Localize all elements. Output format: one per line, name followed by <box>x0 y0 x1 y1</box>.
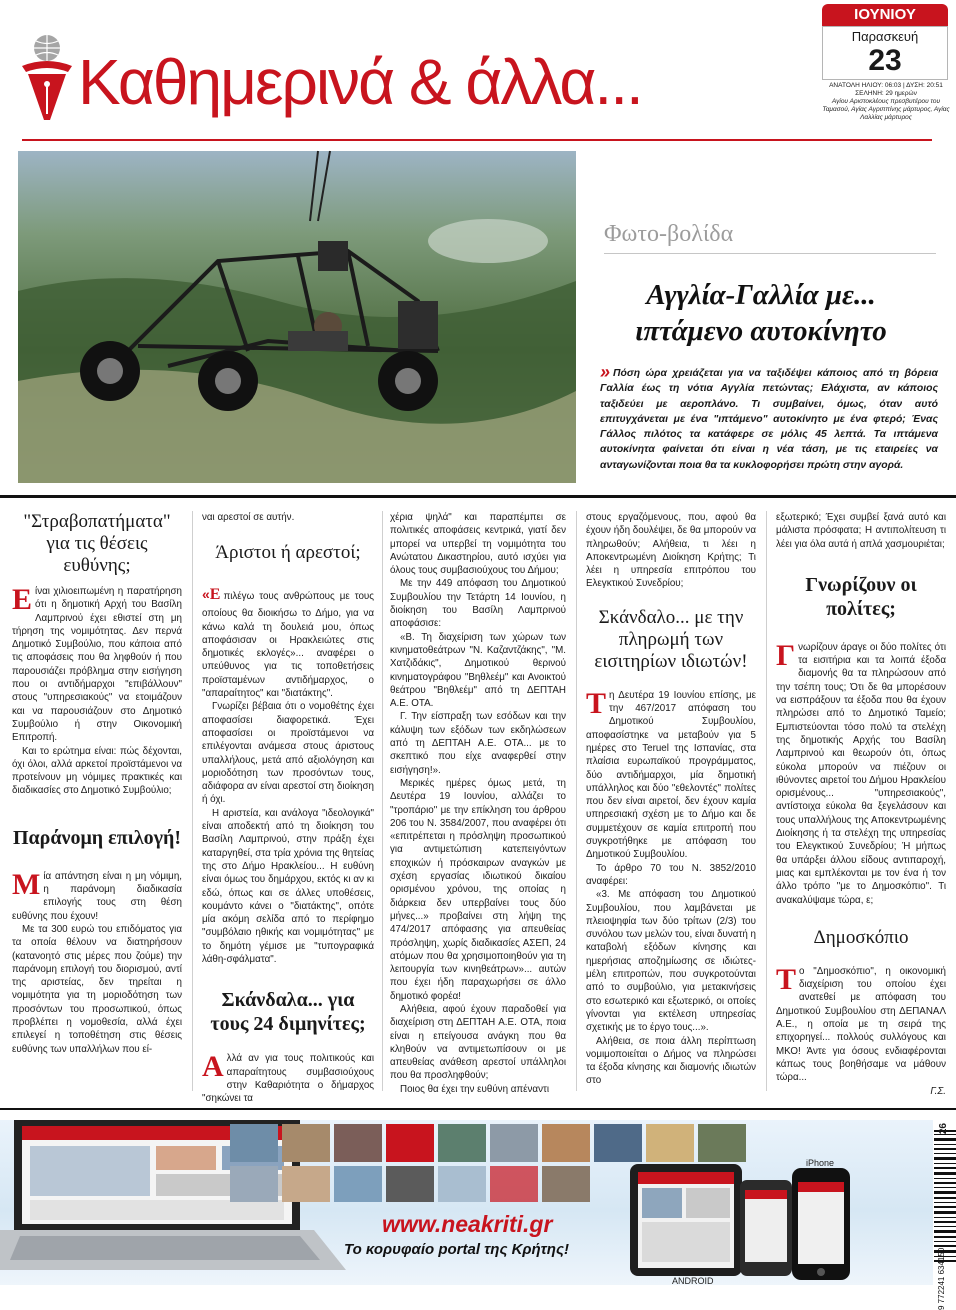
neakriti-ad-banner[interactable] <box>0 1120 933 1285</box>
subheading: Παράνομη επιλογή! <box>12 826 182 849</box>
sun-times: ΑΝΑΤΟΛΗ ΗΛΙΟΥ: 06:03 | ΔΥΣΗ: 20:51 <box>829 82 943 89</box>
column-divider <box>192 511 193 1091</box>
flying-car-illustration <box>18 151 576 483</box>
article-paragraph: νωρίζουν άραγε οι δύο πολίτες ότι τα εισιτήρια και τα λοιπά έξοδα διαμονής θα τα πληρώσουν από την τσέπη τους; Ότι δε θα μπορέσουν να εισπράξουν τα έξοδα που θα έχουν πληρώσει από το Δημοτικό Ταμείο; Εμπιστεύονται τόσο πολύ τα στελέχη της δημοτικής Αρχής του Βασίλη Λαμπρινού και θεωρούν ότι, όπως εύκολα μπορούν να πιέζουν οι ιθύνοντες αιρετοί του Δήμου Ηρακλείου ορισμένους... "υπηρεσιακούς", αντίστοιχα εύκολα θα ξεγελάσουν και τους υπαλλήλους της Αποκεντρωμένης Διοίκησης ή τα στελέχη της υπηρεσίας του Ελεγκτικού Συνεδρίου; Ή μήπως θα υπάρξει άλλου είδους αντιπαροχή, μιας και εμπλέκονται με τον ένα ή τον άλλο τρόπο "με το Δημοσκόπιο". Τι ανακαλύψαμε τώρα, ε; <box>776 641 946 906</box>
column-2 <box>202 511 374 1105</box>
banner-url-link[interactable]: www.neakriti.gr <box>382 1211 553 1237</box>
article-paragraph: Με την 449 απόφαση του Δημοτικού Συμβουλίου την Τετάρτη 14 Ιουνίου, η διοίκηση του Βασίλη Λαμπρινού αποφάσισε: <box>390 578 566 630</box>
date-weekday: Παρασκευή <box>851 29 919 44</box>
article-paragraph: η Δευτέρα 19 Ιουνίου επίσης, με την 467/2017 απόφαση του Δημοτικού Συμβουλίου, αποφασίστηκε να μεταβούν για 5 ημέρες στο Teruel της Ισπανίας, στα πλαίσια ευρωπαϊκού προγράμματος, δύο αντιδήμαρχοι, μία δημοτική υπάλληλος και δύο "εθελοντές" πολίτες που δεν είναι αιρετοί, δεν έχουν καμία υπηρεσιακή σχέση με το Δήμο και δε συμμετέχουν σε καμία επιτροπή που συγκροτήθηκε με απόφαση του Δημοτικού Συμβουλίου. <box>586 689 756 861</box>
quote-arrow-icon: » <box>600 362 611 382</box>
article-paragraph: πιλέγω τους ανθρώπους με τους οποίους θα διοικήσω το Δήμο, για να κάνω καλά τη δουλειά μου, όπως αποφάσισαν οι Ηρακλειώτες στις δημοτικές εκλογές»... αναφέρει ο υπεύθυνος για τις τοποθετήσεις προϊσταμένων αντιδήμαρχος, ο "απαραίτητος" και "διατάκτης". <box>202 591 374 700</box>
article-paragraph: ίναι χιλιοειπωμένη η παρατήρηση ότι η δημοτική Αρχή του Βασίλη Λαμπρινού έχει εθιστεί στη μη τήρηση της νομιμότητας. Δεν περνά Δημοτικό Συμβούλιο, που κάποια από τις αποφάσεις που θα ληφθούν ή που παρουσιάζει πρόβλημα στην εισήγηση που οι αντιδήμαρχοι "επιβάλλουν" στους "υπηρεσιακούς" να ετοιμάζουν και να παρουσιάζουν στο Δημοτικό Συμβούλιο ή στην Οικονομική Επιτροπή. <box>12 586 182 744</box>
quote-open-icon: « <box>202 586 210 603</box>
article-paragraph: στους εργαζόμενους, που, αφού θα έχουν ήδη δουλέψει, δε θα μπορούν να πληρωθούν; Αλήθεια, τι λέει η Αποκεντρωμένη Διοίκηση Κρήτης; Τι λέει η υπηρεσία επιτρόπου του Ελεγκτικού Συνεδρίου; <box>586 512 756 590</box>
android-phone-icon <box>740 1180 792 1276</box>
article-paragraph: ία απάντηση είναι η μη νόμιμη, η παράνομη διαδικασία επιλογής τους στη θέση ευθύνης που έχουν! <box>12 870 182 922</box>
tablet-icon <box>630 1164 742 1276</box>
column-3 <box>390 511 566 1095</box>
article-paragraph: Μερικές ημέρες όμως μετά, τη Δευτέρα 19 Ιουνίου, αλλάζει το "τροπάριο" με την επίκληση του άρθρου 206 του Ν. 3584/2007, που αναφέρει ότι «επιτρέπεται η πρόσληψη προσωπικού για αντιμετώπιση κατεπειγόντων εποχικών ή πρόσκαιρων αναγκών με σχέση εργασίας ιδιωτικού δικαίου ορισμένου χρόνου, της οποίας η διάρκεια δεν υπερβαίνει τους δύο μήνες...» προβαίνει στη λήψη της 474/2017 απόφασης για απευθείας πρόσληψη, χωρίς διαδικασίες ΑΣΕΠ, 24 ατόμων που θα χρησιμοποιηθούν για τη λειτουργία των κινηθεάτρων»... αυτών που έχει ήδη παραχωρήσει σε άλλο δημοτικό φορέα! <box>390 777 566 1002</box>
drop-cap: Ε <box>12 583 33 616</box>
date-number: 23 <box>868 44 902 77</box>
banner-devices-illustration <box>0 1120 933 1285</box>
hero-headline <box>596 277 926 349</box>
column-5 <box>776 511 946 1097</box>
iphone-icon <box>792 1168 850 1280</box>
flying-car-photo <box>18 151 576 483</box>
article-paragraph: ο "Δημοσκόπιο", η οικονομική διαχείριση του οποίου έχει ανατεθεί με απόφαση του Δημοτικού Συμβουλίου στη ΔΕΠΑΝΑΛ Α.Ε., η οποία με τη σειρά της επιχορηγεί... πολλούς συλλόγους και ΜΚΟ! Άντε για όσους ενδιαφέρονται κάπως τους βοηθήσαμε να μάθουν τώρα... <box>776 965 946 1084</box>
article-paragraph: Με τα 300 ευρώ του επιδόματος για τα οποία θέλουν να διατηρήσουν (κατανοητό στις μέρες που ζούμε) την παράνομη επιλογή του διορισμού, αντί της αριστείας, δεν τηρείται η νομιμότητα για τη μοριοδότηση των προσόντων του προσωπικού, όπως προβλέπει η νομοθεσία, αλλά έχει επιλεγεί η τοποθέτηση στις θέσεις ευθύνης των υπαλλήλων που εί- <box>12 923 182 1055</box>
iphone-label: iPhone <box>806 1158 835 1168</box>
article-paragraph: χέρια ψηλά" και παραπέμπει σε πολιτικές αποφάσεις κεντρικά, γιατί δεν μπορεί να υπερβεί τη νομιμότητα του Ανώτατου Δικαστηρίου, αυτό ισχύει για όλους τους συμβασιούχους του Δήμου; <box>390 512 566 577</box>
column-divider <box>382 511 383 1091</box>
article-paragraph: «Β. Τη διαχείριση των χώρων των κινηματοθεάτρων "Ν. Καζαντζάκης", "Μ. Χατζιδάκις", Δημοτικού θερινού κινηματογράφου "Βηθλεέμ" και Ανοικτού θεάτρου "Βηθλεέμ" από τη ΔΕΠΤΑΗ Α.Ε. ΟΤΑ. <box>390 631 566 710</box>
date-card <box>822 26 948 80</box>
hero-lead-text: Πόση ώρα χρειάζεται για να ταξιδέψει κάποιος από τη βόρεια Γαλλία έως τη νότια Αγγλία πετώντας; Ελάχιστα, αν κάποιος ταξιδεύει με αεροπλάνο. Τι συμβαίνει, όμως, όταν αυτό επιτυγχάνεται με ένα "ιπτάμενο" αυτοκίνητο με ένα φτερό; Ένας Γάλλος πιλότος τα κατάφερε σε μόλις 45 λεπτά. Τα ιπτάμενα αυτοκίνητα φαίνεται ότι είναι η νέα τάση, με τις εταιρείες να ανταγωνίζονται ποια θα τα κυκλοφορήσει πρώτη στην αγορά. <box>600 368 938 471</box>
article-paragraph: Γνωρίζει βέβαια ότι ο νομοθέτης έχει αποφασίσει διαφορετικά. Έχει αποφασίσει οι προϊστάμενοι να επιλέγονται ανάμεσα στους άριστους υπαλλήλους, μετά από αξιολόγηση και μοριοδότηση των προσόντων τους, αδιάφορα αν είναι αρεστοί στη διοίκηση ή όχι. <box>202 701 374 806</box>
drop-cap: Μ <box>12 867 41 901</box>
barcode-number: 9 772241 634150 <box>937 1247 946 1310</box>
date-month: ΙΟΥΝΙΟΥ <box>822 4 948 26</box>
header-rule <box>22 139 932 141</box>
globe-pen-logo <box>18 32 76 124</box>
saints-of-day: Αγίου Αριστοκλέους πρεσβυτέρου του Ταμασού, Αγίας Αγριππίνης μάρτυρος, Αγίας Λαλλίας μάρτυρος <box>822 98 950 121</box>
article-paragraph: Γ. Την είσπραξη των εσόδων και την κάλυψη των εξόδων των εκδηλώσεων από τη ΔΕΠΤΑΗ Α.Ε. ΟΤΑ... με το σκεπτικό που είχε αναφερθεί στην εισήγηση!». <box>390 711 566 776</box>
article-paragraph: λλά αν για τους πολιτικούς και απαραίτητους συμβασιούχους στην Καθαριότητα ο δήμαρχος "σηκώνει τα <box>202 1053 374 1105</box>
moon-info: ΣΕΛΗΝΗ: 29 ημερών <box>855 90 917 97</box>
author-signature: Γ.Σ. <box>930 1085 946 1097</box>
drop-cap: Α <box>202 1050 224 1084</box>
article-paragraph: Αλήθεια, αφού έχουν παραδοθεί για διαχείριση στη ΔΕΠΤΑΗ Α.Ε. ΟΤΑ, ποια είναι η επείγουσα ανάγκη που θα κληθούν να αντιμετωπίσουν οι με απευθείας ανάθεση αρεστοί υπάλληλοι που θα προσληφθούν; <box>390 1003 566 1082</box>
column-divider <box>766 511 767 1091</box>
article-paragraph: ναι αρεστοί σε αυτήν. <box>202 512 295 523</box>
subheading: Σκάνδαλα... για τους 24 διμηνίτες; <box>210 989 366 1036</box>
photo-kicker: Φωτο-βολίδα <box>604 221 734 247</box>
kicker-rule <box>604 253 936 254</box>
hero-lead <box>600 362 938 473</box>
hero-headline-line-2: ιπτάμενο αυτοκίνητο <box>635 315 887 347</box>
page-number: 26 <box>938 1123 949 1135</box>
article-paragraph: Και το ερώτημα είναι: πώς δέχονται, όχι όλοι, αλλά αρκετοί προϊστάμενοι να προτείνουν μη νόμιμες πρακτικές και διαδικασίες στο Δημοτικό Συμβούλιο; <box>12 745 182 797</box>
drop-cap: Ε <box>209 586 221 604</box>
column-1-heading: "Στραβοπατήματα" για τις θέσεις ευθύνης; <box>23 511 171 576</box>
date-info <box>822 82 950 122</box>
article-paragraph: Το άρθρο 70 του Ν. 3852/2010 αναφέρει: <box>586 862 756 887</box>
date-box <box>822 4 950 132</box>
banner-rule <box>0 1108 956 1110</box>
subheading: Άριστοι ή αρεστοί; <box>215 542 361 564</box>
hero-text-box <box>576 151 936 483</box>
section-rule <box>0 495 956 498</box>
article-paragraph: Η αριστεία, και ανάλογα "ιδεολογικά" είναι αποδεκτή από τη διοίκηση του Βασίλη Λαμπρινού, στην πράξη έχει καταργηθεί, στα τρία χρόνια της θητείας της στο Δήμο Ηρακλείου... Η ευθύνη είναι όμως του δημάρχου, εκτός κι αν κι εδώ, όπως και σε άλλες υποθέσεις, κουμάντο κάνει ο "διατάκτης", οπότε μία ακόμη σελίδα από το περίφημο "συμβόλαιο ηθικής και νομιμότητας" με το δημότη γέμισε με "τυπογραφικά λάθη-σφάλματα". <box>202 807 374 966</box>
drop-cap: Τ <box>586 686 607 720</box>
subheading: Γνωρίζουν οι πολίτες; <box>805 573 917 620</box>
article-paragraph: «3. Με απόφαση του Δημοτικού Συμβουλίου, που λαμβάνεται με πλειοψηφία των δύο τρίτων (2/3) του συνόλου των μελών του, είναι δυνατή η καταβολή εξόδων κίνησης και ημερήσιας αποζημίωσης σε ιδιώτες-μέλη επιτροπών, που συγκροτούνται από το συμβούλιο, για μετακινήσεις στο εσωτερικό και εξωτερικό, οι οποίες γίνονται για εκτέλεση υπηρεσίας σχετικής με το έργο τους...». <box>586 889 756 1034</box>
column-1 <box>12 511 182 1091</box>
banner-tagline: Το κορυφαίο portal της Κρήτης! <box>344 1241 569 1258</box>
column-divider <box>576 511 577 1091</box>
article-paragraph: εξωτερικό; Έχει συμβεί ξανά αυτό και μάλιστα πρόσφατα; Η αντιπολίτευση τι λέει για όλα αυτά ή απλά χασμουριέται; <box>776 512 946 550</box>
drop-cap: Γ <box>776 638 796 672</box>
section-title: Καθημερινά & άλλα... <box>78 46 642 118</box>
subheading: Δημοσκόπιο <box>813 926 909 948</box>
article-paragraph: Ποιος θα έχει την ευθύνη απέναντι <box>400 1083 550 1095</box>
android-label: ANDROID <box>672 1276 714 1286</box>
page-header <box>0 0 956 140</box>
article-paragraph: Αλήθεια, σε ποια άλλη περίπτωση νομιμοποιείται ο Δήμος να πληρώσει τα έξοδα κίνησης και διαμονής ιδιωτών στο <box>586 1035 756 1087</box>
column-4 <box>586 511 756 1091</box>
drop-cap: Τ <box>776 962 797 996</box>
subheading: Σκάνδαλο... με την πληρωμή των εισιτηρίων ιδιωτών! <box>594 606 748 672</box>
hero-headline-line-1: Αγγλία-Γαλλία με... <box>646 279 876 311</box>
